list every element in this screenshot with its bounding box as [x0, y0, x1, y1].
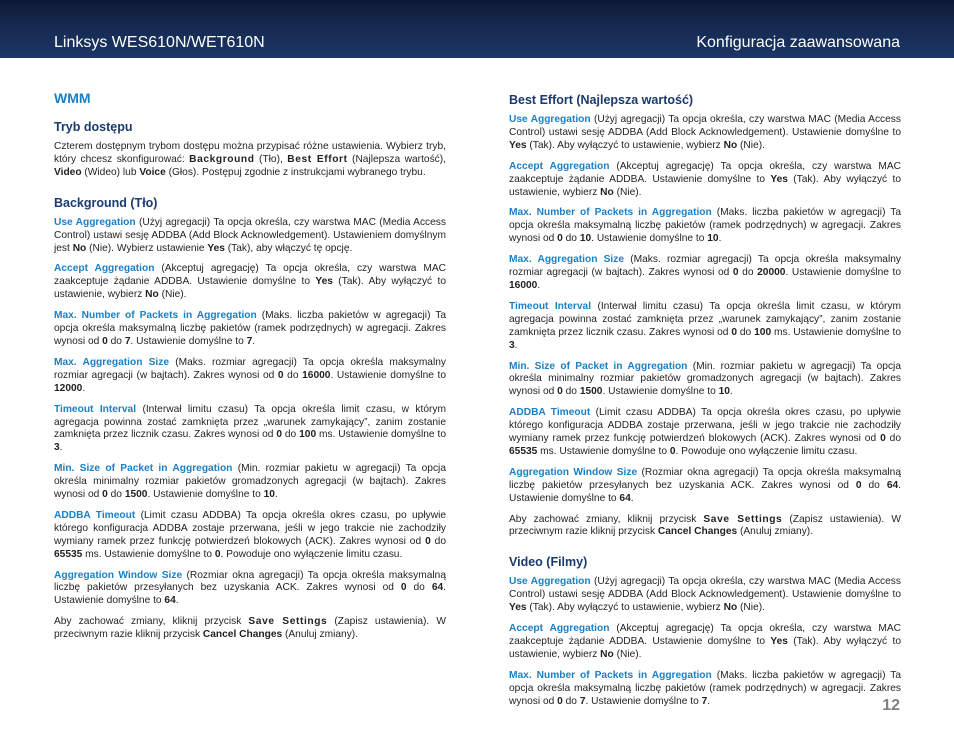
setting-term: Max. Aggregation Size	[54, 356, 170, 368]
body-text: ms. Ustawienie domyślne to	[537, 445, 670, 457]
emphasis-text: 10	[263, 489, 275, 501]
body-text: . Ustawienie domyślne to	[591, 233, 708, 245]
body-text: (Maks. rozmiar agregacji) Ta opcja określa maksymalny rozmiar agregacji (w bajtach). Zakres wynosi od	[54, 356, 446, 381]
background-settings-list	[54, 217, 446, 642]
setting-paragraph	[509, 361, 901, 400]
body-text: ms. Ustawienie domyślne to	[316, 429, 446, 441]
setting-term: Use Aggregation	[54, 216, 136, 228]
emphasis-text: 64	[619, 492, 631, 504]
setting-term: Accept Aggregation	[509, 160, 610, 172]
body-text: (Maks. liczba pakietów w agregacji) Ta opcja określa maksymalną liczbę pakietów (ramek podrzędnych) w agregacji. Zakres wynosi od	[509, 207, 901, 245]
body-text: ms. Ustawienie domyślne to	[771, 326, 901, 338]
emphasis-text: Yes	[315, 276, 333, 288]
access-mode-text	[54, 141, 446, 180]
emphasis-text: Yes	[509, 602, 527, 614]
body-text: .	[630, 492, 634, 504]
body-text: (Interwał limitu czasu) Ta opcja określa limit czasu, w którym agregacja powinna zostać zamknięta przez „warunek zamykający”, zanim zostanie zamknięta przez licznik czasu. Zakres wynosi od	[509, 300, 901, 338]
setting-term: Max. Number of Packets in Aggregation	[509, 207, 712, 219]
body-text: (Anuluj zmiany).	[282, 629, 359, 641]
body-text: (Tak), aby włączyć tę opcję.	[224, 242, 353, 254]
section-title-wmm: WMM	[54, 90, 91, 106]
body-text: . Ustawienie domyślne to	[130, 335, 247, 347]
body-text: Czterem dostępnym trybom dostępu można przypisać różne ustawienia. Wybierz tryb, który chcesz skonfigurować:	[54, 141, 446, 165]
body-text: do	[430, 535, 446, 547]
emphasis-text: 0	[425, 535, 431, 547]
setting-paragraph	[54, 616, 446, 642]
emphasis-text: 0	[731, 326, 737, 338]
right-column	[509, 93, 901, 717]
body-text: . Ustawienie domyślne to	[602, 386, 719, 398]
emphasis-text: 65535	[54, 548, 83, 560]
emphasis-text: 16000	[509, 279, 538, 291]
body-text: (Tak). Aby wyłączyć to ustawienie, wybierz	[509, 636, 901, 660]
body-text: .	[252, 335, 256, 347]
body-text: (Interwał limitu czasu) Ta opcja określa limit czasu, w którym agregacja powinna zostać zamknięta przez „warunek zamykający”, zanim zostanie zamknięta przez licznik czasu. Zakres wynosi od	[54, 403, 446, 441]
emphasis-text: Save Settings	[703, 513, 783, 525]
emphasis-text: Yes	[509, 139, 527, 151]
body-text: (Nie).	[737, 602, 765, 614]
body-text: (Wideo) lub	[81, 166, 140, 178]
body-text: do	[738, 267, 758, 279]
body-text: do	[562, 386, 580, 398]
body-text: .	[537, 279, 541, 291]
emphasis-text: 0	[102, 489, 108, 501]
emphasis-text: No	[145, 289, 159, 301]
body-text: Aby zachować zmiany, kliknij przycisk	[54, 616, 249, 628]
body-text: . Ustawienie domyślne to	[330, 369, 446, 381]
setting-paragraph	[509, 467, 901, 506]
body-text: (Nie).	[158, 289, 187, 301]
setting-paragraph	[509, 623, 901, 662]
body-text: .	[59, 442, 63, 454]
heading-background: Background (Tło)	[54, 195, 158, 210]
emphasis-text: 16000	[302, 369, 331, 381]
setting-paragraph	[509, 514, 901, 540]
emphasis-text: No	[723, 602, 738, 614]
body-text: (Maks. liczba pakietów w agregacji) Ta opcja określa maksymalną liczbę pakietów (ramek podrzędnych) w agregacji. Zakres wynosi od	[54, 310, 446, 347]
setting-term: Use Aggregation	[509, 114, 591, 125]
setting-paragraph	[509, 301, 901, 353]
emphasis-text: 0	[276, 429, 282, 441]
setting-paragraph	[54, 404, 446, 456]
body-text: . Ustawienie domyślne to	[785, 267, 901, 279]
setting-term: Timeout Interval	[509, 300, 592, 312]
emphasis-text: Yes	[770, 636, 788, 647]
body-text: .	[514, 339, 518, 351]
setting-term: Use Aggregation	[509, 576, 591, 588]
emphasis-text: 10	[718, 386, 730, 398]
emphasis-text: 0	[732, 267, 739, 279]
body-text: (Maks. rozmiar agregacji) Ta opcja określa maksymalny rozmiar agregacji (w bajtach). Zakres wynosi od	[509, 254, 901, 279]
emphasis-text: Yes	[207, 242, 225, 254]
body-text: (Zapisz ustawienia). W przeciwnym razie kliknij przycisk	[54, 616, 446, 641]
body-text: do	[406, 582, 432, 594]
emphasis-text: No	[600, 648, 614, 660]
body-text: (Tak). Aby wyłączyć to ustawienie, wybierz	[526, 602, 724, 614]
emphasis-text: 65535	[509, 445, 538, 457]
body-text: .	[729, 386, 733, 398]
emphasis-text: 7	[124, 335, 131, 347]
emphasis-text: 0	[277, 369, 284, 381]
emphasis-text: 20000	[757, 267, 786, 279]
body-text: (Min. rozmiar pakietu w agregacji) Ta opcja określa minimalny rozmiar pakietów gromadzonych agregacji (w bajtach). Zakres wynosi od	[54, 463, 446, 501]
body-text: do	[885, 433, 901, 445]
emphasis-text: Cancel Changes	[202, 629, 283, 641]
body-text: (Użyj agregacji) Ta opcja określa, czy warstwa MAC (Media Access Control) ustawi sesję ADDBA (Add Block Acknowledgement). Ustawienie domyślne to	[509, 576, 901, 601]
emphasis-text: Best Effort	[287, 153, 348, 165]
body-text: do	[737, 326, 755, 338]
emphasis-text: 10	[579, 233, 592, 245]
body-text: .	[707, 695, 711, 707]
body-text: (Akceptuj agregację) Ta opcja określa, czy warstwa MAC zaakceptuje żądanie ADDBA. Ustawienie domyślne to	[54, 263, 446, 288]
body-text: (Nie). Wybierz ustawienie	[86, 242, 208, 254]
body-text: (Najlepsza wartość),	[347, 153, 446, 165]
setting-term: ADDBA Timeout	[54, 509, 136, 521]
setting-term: Aggregation Window Size	[54, 569, 183, 581]
emphasis-text: 64	[886, 479, 899, 491]
body-text: . Ustawienie domyślne to	[147, 489, 264, 501]
emphasis-text: Voice	[139, 166, 166, 178]
emphasis-text: 10	[707, 233, 719, 245]
body-text: (Zapisz ustawienia). W przeciwnym razie kliknij przycisk	[509, 513, 901, 538]
body-text: ms. Ustawienie domyślne to	[82, 548, 215, 560]
setting-paragraph	[509, 161, 901, 200]
emphasis-text: 7	[246, 335, 253, 347]
body-text: (Użyj agregacji) Ta opcja określa, czy warstwa MAC (Media Access Control) ustawi sesję ADDBA (Add Block Acknowledgement). Ustawieniem domyślnym jest	[54, 216, 446, 254]
body-text: (Anuluj zmiany).	[737, 526, 814, 538]
body-text: . Powoduje ono wyłączenie limitu czasu.	[675, 445, 858, 457]
body-text: .	[274, 489, 278, 501]
body-text: do	[282, 429, 300, 441]
body-text: (Tło),	[254, 153, 288, 165]
body-text: (Nie).	[613, 648, 642, 660]
emphasis-text: 7	[701, 695, 708, 707]
emphasis-text: 0	[855, 479, 862, 491]
body-text: .	[175, 595, 179, 607]
setting-term: Aggregation Window Size	[509, 466, 638, 478]
body-text: .	[82, 382, 86, 394]
setting-paragraph	[54, 463, 446, 502]
chapter-title: Konfiguracja zaawansowana	[696, 34, 900, 51]
emphasis-text: 12000	[54, 382, 83, 394]
setting-term: Max. Number of Packets in Aggregation	[509, 669, 712, 681]
emphasis-text: 0	[102, 335, 108, 347]
body-text: (Maks. liczba pakietów w agregacji) Ta opcja określa maksymalną liczbę pakietów (ramek podrzędnych) w agregacji. Zakres wynosi od	[509, 669, 901, 707]
setting-paragraph	[54, 510, 446, 562]
best-effort-settings-list	[509, 114, 901, 539]
emphasis-text: Cancel Changes	[657, 526, 738, 538]
emphasis-text: 0	[669, 445, 676, 457]
emphasis-text: 100	[299, 429, 317, 441]
body-text: (Głos). Postępuj zgodnie z instrukcjami wybranego trybu.	[165, 166, 426, 178]
emphasis-text: 0	[880, 433, 886, 445]
body-text: . Powoduje ono wyłączenie limitu czasu.	[220, 548, 403, 560]
video-settings-list	[509, 576, 901, 708]
emphasis-text: No	[723, 139, 738, 151]
setting-paragraph	[54, 217, 446, 256]
setting-paragraph	[54, 357, 446, 396]
body-text: (Tak). Aby wyłączyć to ustawienie, wybierz	[54, 276, 446, 301]
setting-paragraph	[54, 310, 446, 349]
body-text: do	[861, 479, 887, 491]
body-text: (Akceptuj agregację) Ta opcja określa, czy warstwa MAC zaakceptuje żądanie ADDBA. Ustawienie domyślne to	[509, 623, 901, 647]
emphasis-text: 3	[54, 442, 60, 454]
emphasis-text: 64	[164, 595, 176, 607]
body-text: (Akceptuj agregację) Ta opcja określa, czy warstwa MAC zaakceptuje żądanie ADDBA. Ustawienie domyślne to	[509, 160, 901, 185]
setting-term: Accept Aggregation	[509, 623, 610, 635]
emphasis-text: 3	[509, 339, 515, 351]
body-text: (Limit czasu ADDBA) Ta opcja określa okres czasu, po upływie którego konfiguracja ADDBA zostaje przerwana, jeśli w jego trakcie nie zachodziły wymiany ramek przez funkcję potwierdzeń blokowych (ACK). Zakres wynosi od	[54, 509, 446, 547]
body-text: . Ustawienie domyślne to	[585, 695, 702, 707]
left-column	[54, 90, 446, 650]
emphasis-text: 0	[557, 233, 563, 245]
body-text: Aby zachować zmiany, kliknij przycisk	[509, 513, 704, 525]
emphasis-text: No	[72, 242, 87, 254]
emphasis-text: Save Settings	[248, 616, 328, 628]
body-text: (Rozmiar okna agregacji) Ta opcja określa maksymalną liczbę pakietów przesyłanych bez uzyskania ACK. Zakres wynosi od	[54, 569, 446, 594]
body-text: (Nie).	[737, 139, 765, 151]
emphasis-text: No	[600, 186, 614, 198]
emphasis-text: 1500	[579, 386, 603, 398]
body-text: do	[107, 489, 125, 501]
setting-term: Accept Aggregation	[54, 263, 155, 275]
emphasis-text: Background	[189, 153, 255, 165]
heading-video: Video (Filmy)	[509, 555, 588, 570]
setting-paragraph	[54, 263, 446, 302]
body-text: (Limit czasu ADDBA) Ta opcja określa okres czasu, po upływie którego konfiguracja ADDBA zostaje przerwana, jeśli w jego trakcie nie zachodziły wymiany ramek przez funkcję potwierdzeń blokowych (ACK). Zakres wynosi od	[509, 407, 901, 445]
body-text: do	[562, 695, 580, 707]
body-text: do	[283, 369, 303, 381]
body-text: . Ustawienie domyślne to	[509, 479, 901, 504]
setting-paragraph	[509, 114, 901, 153]
setting-paragraph	[54, 570, 446, 609]
emphasis-text: 64	[431, 582, 444, 594]
emphasis-text: 1500	[124, 489, 148, 501]
setting-paragraph	[509, 254, 901, 293]
body-text: do	[107, 335, 125, 347]
setting-term: Min. Size of Packet in Aggregation	[509, 360, 688, 372]
emphasis-text: 0	[557, 386, 563, 398]
page-number: 12	[882, 697, 900, 714]
heading-best-effort: Best Effort (Najlepsza wartość)	[509, 93, 694, 107]
body-text: (Tak). Aby wyłączyć to ustawienie, wybierz	[509, 173, 901, 198]
setting-paragraph	[509, 670, 901, 709]
emphasis-text: 0	[214, 548, 221, 560]
product-title: Linksys WES610N/WET610N	[54, 34, 265, 51]
body-text: do	[562, 233, 580, 245]
emphasis-text: 0	[400, 582, 407, 594]
heading-access-mode: Tryb dostępu	[54, 120, 133, 134]
setting-paragraph	[509, 576, 901, 615]
body-text: (Tak). Aby wyłączyć to ustawienie, wybierz	[526, 139, 724, 151]
body-text: .	[718, 233, 722, 245]
setting-term: ADDBA Timeout	[509, 407, 591, 419]
emphasis-text: Video	[54, 166, 82, 178]
emphasis-text: 7	[579, 695, 586, 707]
body-text: (Użyj agregacji) Ta opcja określa, czy warstwa MAC (Media Access Control) ustawi sesję ADDBA (Add Block Acknowledgement). Ustawienie domyślne to	[509, 114, 901, 138]
setting-paragraph	[509, 407, 901, 459]
body-text: . Ustawienie domyślne to	[54, 582, 446, 607]
body-text: (Rozmiar okna agregacji) Ta opcja określa maksymalną liczbę pakietów przesyłanych bez uzyskania ACK. Zakres wynosi od	[509, 466, 901, 491]
setting-term: Min. Size of Packet in Aggregation	[54, 463, 233, 475]
setting-term: Timeout Interval	[54, 403, 137, 415]
setting-term: Max. Aggregation Size	[509, 254, 625, 266]
body-text: (Min. rozmiar pakietu w agregacji) Ta opcja określa minimalny rozmiar pakietów gromadzonych agregacji (w bajtach). Zakres wynosi od	[509, 360, 901, 398]
emphasis-text: Yes	[770, 173, 788, 185]
setting-paragraph	[509, 207, 901, 246]
emphasis-text: 100	[754, 326, 772, 338]
setting-term: Max. Number of Packets in Aggregation	[54, 310, 257, 322]
body-text: (Nie).	[613, 186, 642, 198]
emphasis-text: 0	[557, 695, 563, 707]
page-header	[0, 0, 954, 58]
